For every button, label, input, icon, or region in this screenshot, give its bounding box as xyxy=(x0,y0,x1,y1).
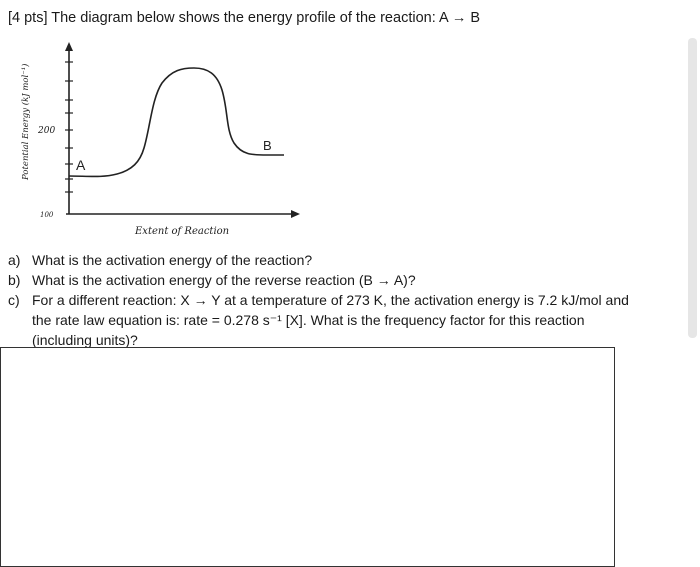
question-text: For a different reaction: X → Y at a temperature of 273 K, the activation energy is 7.2 kJ/mol and the rate law equation is: rate = 0.278 s⁻¹ [X]. What is the frequency factor for this reaction (including units)? xyxy=(32,292,629,348)
product-label-b: B xyxy=(263,138,272,153)
y-tick-label-100: 100 xyxy=(40,211,54,219)
answer-text-area[interactable] xyxy=(0,347,615,567)
y-tick-label-200: 200 xyxy=(38,126,56,136)
question-b xyxy=(8,270,648,290)
page-scrollbar[interactable] xyxy=(688,38,697,338)
question-c xyxy=(8,290,648,350)
question-letter: c) xyxy=(8,292,20,308)
y-axis-arrowhead xyxy=(65,42,73,51)
question-text: What is the activation energy of the reaction? xyxy=(32,252,313,268)
question-letter: b) xyxy=(8,272,21,288)
reactant-label-a: A xyxy=(76,157,86,173)
x-axis-arrowhead xyxy=(291,210,300,218)
question-header: [4 pts] The diagram below shows the energy profile of the reaction: A → B xyxy=(8,10,481,26)
energy-curve xyxy=(69,68,284,177)
energy-profile-diagram xyxy=(12,38,312,238)
y-axis-label: Potential Energy (kJ mol⁻¹) xyxy=(21,63,31,180)
question-a xyxy=(8,250,648,270)
question-list xyxy=(8,250,648,350)
question-text: What is the activation energy of the reverse reaction (B → A)? xyxy=(32,272,416,288)
question-letter: a) xyxy=(8,252,21,268)
x-axis-label: Extent of Reaction xyxy=(135,226,230,237)
